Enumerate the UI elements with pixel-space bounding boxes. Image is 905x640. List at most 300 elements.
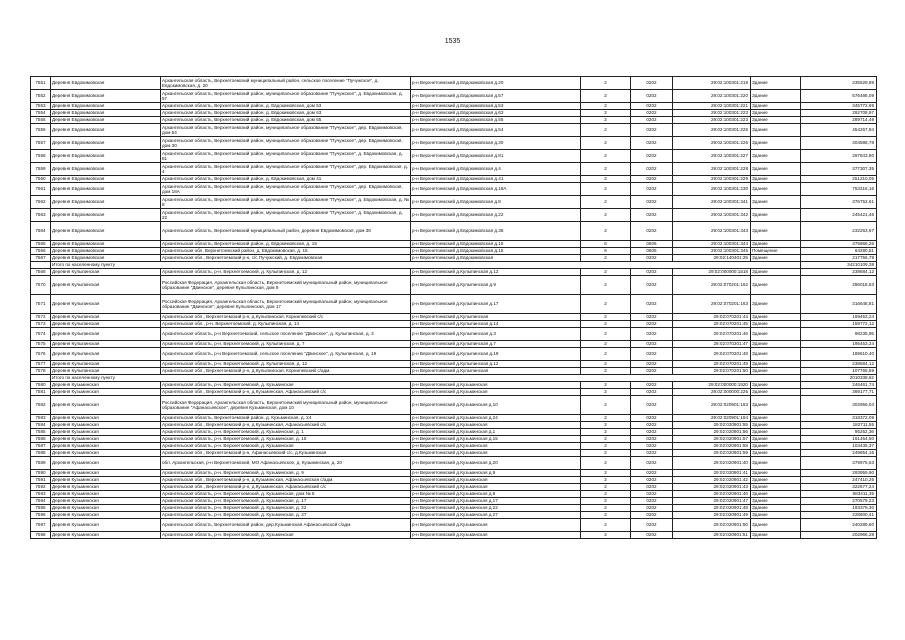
object-address: Архангельская область, Верхнетоемский район, д. Евдокимовская, дом 55 <box>161 117 411 124</box>
settlement-name: Деревня Кузьминская <box>51 443 161 450</box>
object-address: Архангельская область, Верхнетоемский район, д. Кузьминская, д. 24 <box>161 415 411 422</box>
cadastral-value: 159772,12 <box>801 321 877 328</box>
code-a: 2 <box>581 255 631 262</box>
cadastral-value: 376752,61 <box>801 196 877 209</box>
total-value: 34210109,38 <box>801 262 877 269</box>
code-a: 2 <box>581 90 631 103</box>
object-kind: Здание <box>751 396 801 415</box>
object-address: Архангельская область, р-н. Верхнетоемский, д. Кулыпинская, д. 7 <box>161 341 411 348</box>
code-b: 0202 <box>631 137 673 150</box>
object-address: Архангельская обл., р-н. Верхнетоемский, д. Кулыпинская, д. 14 <box>161 321 411 328</box>
object-location: р-н Верхнетоемский д.Кузьминская д.20 <box>411 457 581 470</box>
code-a: 2 <box>581 196 631 209</box>
settlement-total-row <box>31 375 877 382</box>
settlement-name: Деревня Кузьминская <box>51 389 161 396</box>
settlement-name: Деревня Евдокимовская <box>51 110 161 117</box>
object-address: Архангельская область, Верхнетоемский муниципальный район, сельское поселение "Пучужское", д. Евдокимовская, д. 20 <box>161 77 411 90</box>
cadastral-value: 297843,80 <box>801 150 877 163</box>
cadastral-number: 29:02:020901:59 <box>673 450 751 457</box>
cadastral-value: 240289,60 <box>801 519 877 532</box>
table-row <box>31 150 877 163</box>
code-b: 0202 <box>631 429 673 436</box>
code-b: 0202 <box>631 163 673 176</box>
code-b: 0202 <box>631 368 673 375</box>
object-kind: Здание <box>751 241 801 248</box>
table-row <box>31 382 877 389</box>
object-location: р-н Верхнетоемский д.Кулыпинская д.3 <box>411 328 581 341</box>
cadastral-value: 202966,28 <box>801 532 877 539</box>
code-b: 0202 <box>631 519 673 532</box>
object-location: р-н Верхнетоемский д.Евдокимовская д.63 <box>411 110 581 117</box>
object-kind: Здание <box>751 457 801 470</box>
object-address: Архангельская обл., Верхнетоемский р-н, д.Кулыпинская, Корнилевский с/с <box>161 314 411 321</box>
object-address: Архангельская область, Верхнетоемский район, муниципальное образование "Пучужское", д. Евдокимовская, д. № 8 <box>162 196 409 207</box>
cadastral-value: 404588,78 <box>801 137 877 150</box>
cadastral-value: 245421,46 <box>801 209 877 222</box>
cadastral-number: 29:02:070201:50 <box>673 368 751 375</box>
cadastral-value: 247410,25 <box>801 477 877 484</box>
code-b: 0202 <box>631 382 673 389</box>
table-row <box>31 103 877 110</box>
object-kind: Помещение <box>751 248 801 255</box>
object-kind: Здание <box>751 222 801 241</box>
object-location: р-н Верхнетоемский д.Кузьминская <box>411 450 581 457</box>
code-a: 2 <box>581 276 631 295</box>
row-number: 7572 <box>31 314 51 321</box>
table-row <box>31 321 877 328</box>
cadastral-number: 29:02:000000:225 <box>673 389 751 396</box>
row-number: 7584 <box>31 422 51 429</box>
object-location: р-н Верхнетоемский д.Кузьминская <box>411 532 581 539</box>
object-kind: Здание <box>751 470 801 477</box>
cadastral-value: 64280,51 <box>801 248 877 255</box>
row-number: 7588 <box>31 450 51 457</box>
cadastral-number: 29:02:020901:55 <box>673 422 751 429</box>
row-number: 7560 <box>31 176 51 183</box>
cadastral-value: 375866,26 <box>801 241 877 248</box>
cadastral-number: 29:02:100301:227 <box>673 150 751 163</box>
object-address: Архангельская область, р-н. Верхнетоемский, д. Кузьминская, д. 9 <box>161 470 411 477</box>
code-a: 2 <box>581 176 631 183</box>
settlement-name: Деревня Евдокимовская <box>51 209 161 222</box>
code-b: 0202 <box>631 124 673 137</box>
object-kind: Здание <box>751 255 801 262</box>
object-address: Архангельская область, р-н. Верхнетоемский, д. Кузьминская, д. 15 <box>161 436 411 443</box>
code-b: 0202 <box>631 436 673 443</box>
settlement-name: Деревня Кузьминская <box>51 470 161 477</box>
object-location: р-н Верхнетоемский д.Евдокимовская д.22 <box>411 209 581 222</box>
code-a: 2 <box>581 396 631 415</box>
row-number: 7595 <box>31 505 51 512</box>
settlement-name: Деревня Кузьминская <box>51 396 161 415</box>
cadastral-number: 29:02:070201:162 <box>673 276 751 295</box>
code-b: 0202 <box>631 269 673 276</box>
settlement-name: Деревня Евдокимовская <box>51 77 161 90</box>
code-b: 0202 <box>631 443 673 450</box>
code-b: 0202 <box>631 222 673 241</box>
object-address: Архангельская область, Верхнетоемский район, д. Евдокимовская, д. 15 <box>161 241 411 248</box>
code-b: 0202 <box>631 348 673 361</box>
code-b: 0202 <box>631 415 673 422</box>
object-kind: Здание <box>751 90 801 103</box>
row-number: 7554 <box>31 110 51 117</box>
object-kind: Здание <box>751 389 801 396</box>
settlement-name: Деревня Евдокимовская <box>51 90 161 103</box>
row-number: 7589 <box>31 457 51 470</box>
table-row <box>31 295 877 314</box>
code-a: 2 <box>581 103 631 110</box>
row-number: 7562 <box>31 196 51 209</box>
cadastral-value: 379975,53 <box>801 457 877 470</box>
settlement-name: Деревня Кулыпинская <box>51 276 161 295</box>
code-a: 2 <box>581 484 631 491</box>
code-b: 0202 <box>631 110 673 117</box>
table-row <box>31 163 877 176</box>
cadastral-number: 29:02:100301:345 <box>673 248 751 255</box>
cadastral-value: 345772,69 <box>801 103 877 110</box>
object-kind: Здание <box>751 368 801 375</box>
object-address: Архангельская обл., Верхнетоемский р-н, д.Кулыпинская, Корнилевский с/адм. <box>161 368 411 375</box>
object-location: р-н Верхнетоемский д.Евдокимовская д.20 <box>411 77 581 90</box>
object-location: р-н Верхнетоемский д.Кулыпинская д.12 <box>411 269 581 276</box>
cadastral-number: 29:02:100301:221 <box>673 103 751 110</box>
table-row <box>31 532 877 539</box>
code-b: 0202 <box>631 491 673 498</box>
object-location: р-н Верхнетоемский д.Евдокимовская д.15 <box>411 241 581 248</box>
settlement-name: Деревня Кузьминская <box>51 450 161 457</box>
table-row <box>31 457 877 470</box>
cadastral-number: 29:02:020901:47 <box>673 498 751 505</box>
table-row <box>31 269 877 276</box>
cadastral-value: 753316,16 <box>801 183 877 196</box>
table-row <box>31 183 877 196</box>
code-a: 2 <box>581 491 631 498</box>
cadastral-number: 29:02:020901:50 <box>673 519 751 532</box>
object-address: Архангельская область, р-н. Верхнетоемский, д. Кузьминская <box>161 532 411 539</box>
row-number: 7573 <box>31 321 51 328</box>
settlement-name: Деревня Кузьминская <box>51 512 161 519</box>
cadastral-number: 29:02:020901:56 <box>673 429 751 436</box>
settlement-name: Деревня Евдокимовская <box>51 163 161 176</box>
code-b: 0202 <box>631 321 673 328</box>
object-location: р-н Верхнетоемский д.Кулыпинская <box>411 314 581 321</box>
cadastral-value: 217756,79 <box>801 255 877 262</box>
cadastral-value: 270579,23 <box>801 498 877 505</box>
cadastral-value: 454267,94 <box>801 124 877 137</box>
settlement-name: Деревня Кулыпинская <box>51 295 161 314</box>
code-a: 2 <box>581 117 631 124</box>
cadastral-number: 29:02:020901:49 <box>673 512 751 519</box>
code-b: 0202 <box>631 103 673 110</box>
object-location: р-н Верхнетоемский д.Евдокимовская д.18А <box>411 183 581 196</box>
cadastral-value: 369177,71 <box>801 389 877 396</box>
object-kind: Здание <box>751 415 801 422</box>
table-row <box>31 276 877 295</box>
object-kind: Здание <box>751 276 801 295</box>
table-row <box>31 396 877 415</box>
cadastral-number: 29:02:070201:47 <box>673 341 751 348</box>
cadastral-number: 29:02:020901:183 <box>673 396 751 415</box>
code-a: 2 <box>581 477 631 484</box>
cadastral-value: 193379,30 <box>801 505 877 512</box>
object-kind: Здание <box>751 505 801 512</box>
object-kind: Здание <box>751 321 801 328</box>
object-kind: Здание <box>751 422 801 429</box>
cadastral-value: 292708,97 <box>801 110 877 117</box>
object-kind: Здание <box>751 484 801 491</box>
cadastral-number: 29:02:070201:44 <box>673 314 751 321</box>
object-kind: Здание <box>751 443 801 450</box>
cadastral-number: 29:02:100301:229 <box>673 176 751 183</box>
total-label: Итого по населенному пункту <box>51 375 801 382</box>
object-address: Архангельская область, р-н. Верхнетоемский, д. Кузьминская, д. 1 <box>161 429 411 436</box>
cadastral-number: 29:02:140401:25 <box>673 255 751 262</box>
cadastral-value: 318372,09 <box>801 415 877 422</box>
object-location: р-н Верхнетоемский д.Кулыпинская <box>411 368 581 375</box>
object-address: Архангельская область, р-н Верхнетоемский, сельское поселение "Двинское", д. Кулыпинская, д. 3 <box>161 328 411 341</box>
cadastral-number: 29:02:020901:51 <box>673 532 751 539</box>
code-b: 0202 <box>631 532 673 539</box>
row-number: 7556 <box>31 124 51 137</box>
code-a: 2 <box>581 415 631 422</box>
object-location: р-н Верхнетоемский д.Евдокимовская д.41 <box>411 176 581 183</box>
object-location: р-н Верхнетоемский д.Евдокимовская д.55 <box>411 117 581 124</box>
settlement-name: Деревня Евдокимовская <box>51 103 161 110</box>
cadastral-number: 29:02:100301:341 <box>673 196 751 209</box>
object-address: Архангельская область, Верхнетоемский район, муниципальное образование "Пучужское", дер. Евдокимовская, д. 4 <box>161 163 411 176</box>
code-b: 0202 <box>631 498 673 505</box>
cadastral-number: 29:02:070201:163 <box>673 295 751 314</box>
object-kind: Здание <box>751 295 801 314</box>
cadastral-number: 29:02:070201:48 <box>673 348 751 361</box>
code-a: 2 <box>581 368 631 375</box>
object-kind: Здание <box>751 341 801 348</box>
table-row <box>31 255 877 262</box>
row-number: 7586 <box>31 436 51 443</box>
object-address: Архангельская область, р-н. Верхнетоемский, д. Кулыпинская, д. 12 <box>161 269 411 276</box>
object-location: р-н Верхнетоемский д.Кузьминская <box>411 422 581 429</box>
cadastral-number: 29:02:000000:1520 <box>673 382 751 389</box>
cadastral-value: 103435,37 <box>801 443 877 450</box>
row-number: 7557 <box>31 137 51 150</box>
object-location: р-н Верхнетоемский д.Кулыпинская д.7 <box>411 341 581 348</box>
object-location: р-н Верхнетоемский д.Евдокимовская д.57 <box>411 90 581 103</box>
cadastral-value: 249854,16 <box>801 450 877 457</box>
table-body <box>31 77 877 539</box>
table-row <box>31 422 877 429</box>
object-address: Архангельская область, р-н. Верхнетоемский, д. Кузьминская, дом № 8 <box>161 491 411 498</box>
cadastral-value: 228600,41 <box>801 512 877 519</box>
settlement-name: Деревня Кузьминская <box>51 436 161 443</box>
row-number: 7570 <box>31 276 51 295</box>
table-row <box>31 498 877 505</box>
object-address: Российская Федерация, Архангельская область, Верхнетоемский муниципальный район, муниципальное образование "Двинское", деревня Кулыпинская, дом 17 <box>161 295 411 314</box>
code-b: 0202 <box>631 361 673 368</box>
table-row <box>31 505 877 512</box>
settlement-name: Деревня Кузьминская <box>51 429 161 436</box>
code-b: 0202 <box>631 314 673 321</box>
code-b: 0202 <box>631 276 673 295</box>
cadastral-number: 29:02:100301:219 <box>673 77 751 90</box>
table-row <box>31 519 877 532</box>
code-b: 0202 <box>631 470 673 477</box>
settlement-name: Деревня Кузьминская <box>51 382 161 389</box>
cadastral-number: 29:02:020901:48 <box>673 505 751 512</box>
object-address: Архангельская область, р-н. Верхнетоемский, д. Кулыпинская, д. 12 <box>161 361 411 368</box>
row-number: 7559 <box>31 163 51 176</box>
table-row <box>31 415 877 422</box>
code-a: 2 <box>581 361 631 368</box>
code-a: 2 <box>581 512 631 519</box>
table-row <box>31 117 877 124</box>
cadastral-number: 29:02:020901:41 <box>673 470 751 477</box>
cadastral-value: 322677,24 <box>801 484 877 491</box>
code-b: 0202 <box>631 396 673 415</box>
object-address: Архангельская обл, Верхнетоемский район, д. Евдокимовская, д. 15 <box>161 248 411 255</box>
code-a: 2 <box>581 321 631 328</box>
row-number: 7555 <box>31 117 51 124</box>
code-a: 6 <box>581 241 631 248</box>
row-number: 7591 <box>31 477 51 484</box>
row-number: 7597 <box>31 519 51 532</box>
object-location: р-н Верхнетоемский д.Кулыпинская д.12 <box>411 361 581 368</box>
object-kind: Здание <box>751 519 801 532</box>
object-location: р-н Верхнетоемский д.Кузьминская д.17 <box>411 498 581 505</box>
cadastral-value: 238684,12 <box>801 361 877 368</box>
object-kind: Здание <box>751 124 801 137</box>
cadastral-number: 29:02:100301:342 <box>673 209 751 222</box>
object-kind: Здание <box>751 150 801 163</box>
code-b: 0202 <box>631 77 673 90</box>
cadastral-value: 182711,55 <box>801 422 877 429</box>
code-a: 2 <box>581 348 631 361</box>
row-number: 7552 <box>31 90 51 103</box>
row-number: 7587 <box>31 443 51 450</box>
object-kind: Здание <box>751 450 801 457</box>
object-address: Архангельская обл., Верхнетоемский р-н, с/с Пучужский, д. Евдокимовская <box>161 255 411 262</box>
object-location: р-н Верхнетоемский д.Кузьминская д.24 <box>411 415 581 422</box>
row-number: 7582 <box>31 396 51 415</box>
table-row <box>31 341 877 348</box>
code-b: 0202 <box>631 255 673 262</box>
code-a: 2 <box>581 209 631 222</box>
object-location: р-н Верхнетоемский д.Евдокимовская д.8 <box>411 196 581 209</box>
object-kind: Здание <box>751 183 801 196</box>
object-location: р-н Верхнетоемский д.Кузьминская <box>411 382 581 389</box>
code-b: 0202 <box>631 512 673 519</box>
object-kind: Здание <box>751 436 801 443</box>
object-location: р-н Верхнетоемский д.Евдокимовская д.30 <box>411 137 581 150</box>
code-a: 2 <box>581 163 631 176</box>
table-row <box>31 477 877 484</box>
row-number: 7571 <box>31 295 51 314</box>
row-number: 7598 <box>31 532 51 539</box>
row-number: 7575 <box>31 341 51 348</box>
code-b: 0202 <box>631 389 673 396</box>
object-address: Архангельская область, р-н. Верхнетоемский, д. Кузьминская <box>161 443 411 450</box>
code-b: 0202 <box>631 176 673 183</box>
object-location: р-н Верхнетоемский д.Евдокимовская д.81 <box>411 150 581 163</box>
code-a: 2 <box>581 110 631 117</box>
table-row <box>31 124 877 137</box>
row-number: 7567 <box>31 255 51 262</box>
object-address: Архангельская обл., Верхнетоемский р-н, д.Кузьминская, Афанасьевская с/адм. <box>161 477 411 484</box>
code-a: 2 <box>581 150 631 163</box>
cadastral-value: 293959,90 <box>801 470 877 477</box>
object-kind: Здание <box>751 176 801 183</box>
object-location: р-н Верхнетоемский д.Кузьминская д.27 <box>411 512 581 519</box>
settlement-name: Деревня Кулыпинская <box>51 341 161 348</box>
cadastral-value: 235529,89 <box>801 77 877 90</box>
settlement-name: Деревня Кулыпинская <box>51 269 161 276</box>
object-address: Архангельская область, Верхнетоемский район, муниципальное образование "Пучужское", д. Евдокимовская, д. 22 <box>161 209 411 222</box>
table-row <box>31 137 877 150</box>
table-row <box>31 389 877 396</box>
row-number: 7568 <box>31 269 51 276</box>
code-a: 2 <box>581 328 631 341</box>
row-number: 7566 <box>31 248 51 255</box>
row-number: 7593 <box>31 491 51 498</box>
object-address: Архангельская область, Верхнетоемский район, муниципальное образование "Пучужское", дер. Евдокимовская, дом 18А <box>161 183 411 196</box>
cadastral-number: 29:02:000000:1518 <box>673 269 751 276</box>
object-address: Архангельская область, Верхнетоемский район, д. Евдокимовская, дом 63 <box>161 110 411 117</box>
object-address: Российская Федерация, Архангельская область, Верхнетоемский муниципальный район, муниципальное образование "Афанасьевское", деревня Кузьминская, дом 10 <box>161 396 411 415</box>
cadastral-number: 29:02:020901:184 <box>673 415 751 422</box>
table-row <box>31 209 877 222</box>
code-b: 0202 <box>631 196 673 209</box>
row-number: 7574 <box>31 328 51 341</box>
settlement-name: Деревня Евдокимовская <box>51 255 161 262</box>
cadastral-number: 29:02:070201:46 <box>673 328 751 341</box>
registry-table-container <box>30 76 876 539</box>
settlement-name: Деревня Евдокимовская <box>51 248 161 255</box>
object-kind: Здание <box>751 328 801 341</box>
table-row <box>31 484 877 491</box>
settlement-name: Деревня Кузьминская <box>51 519 161 532</box>
table-row <box>31 90 877 103</box>
object-location: р-н Верхнетоемский д.Евдокимовская д.15 <box>411 248 581 255</box>
code-a: 2 <box>581 519 631 532</box>
code-b: 0202 <box>631 457 673 470</box>
object-address: Архангельская область, р-н. Верхнетоемский, д. Кузьминская <box>161 382 411 389</box>
code-b: 0606 <box>631 241 673 248</box>
settlement-name: Деревня Евдокимовская <box>51 241 161 248</box>
cadastral-number: 29:02:020901:57 <box>673 436 751 443</box>
cadastral-number: 29:02:020901:40 <box>673 457 751 470</box>
object-location: р-н Верхнетоемский д.Кулыпинская д.17 <box>411 295 581 314</box>
cadastral-value: 95252,36 <box>801 429 877 436</box>
object-kind: Здание <box>751 163 801 176</box>
cadastral-value: 251210,05 <box>801 176 877 183</box>
object-address: Архангельская область, Верхнетоемский район, д. Евдокимовская, дом 53 <box>161 103 411 110</box>
code-b: 0202 <box>631 209 673 222</box>
table-row <box>31 348 877 361</box>
table-row <box>31 512 877 519</box>
code-a: 2 <box>581 422 631 429</box>
code-a: 2 <box>581 443 631 450</box>
settlement-name: Деревня Кузьминская <box>51 477 161 484</box>
cadastral-number: 29:02:100301:226 <box>673 137 751 150</box>
object-kind: Здание <box>751 209 801 222</box>
page-number: 1535 <box>444 38 461 45</box>
code-b: 0605 <box>631 248 673 255</box>
table-row <box>31 110 877 117</box>
settlement-name: Деревня Кузьминская <box>51 498 161 505</box>
object-location: р-н Верхнетоемский д.Евдокимовская д.54 <box>411 124 581 137</box>
settlement-name: Деревня Евдокимовская <box>51 137 161 150</box>
code-a: 2 <box>581 436 631 443</box>
table-row <box>31 222 877 241</box>
